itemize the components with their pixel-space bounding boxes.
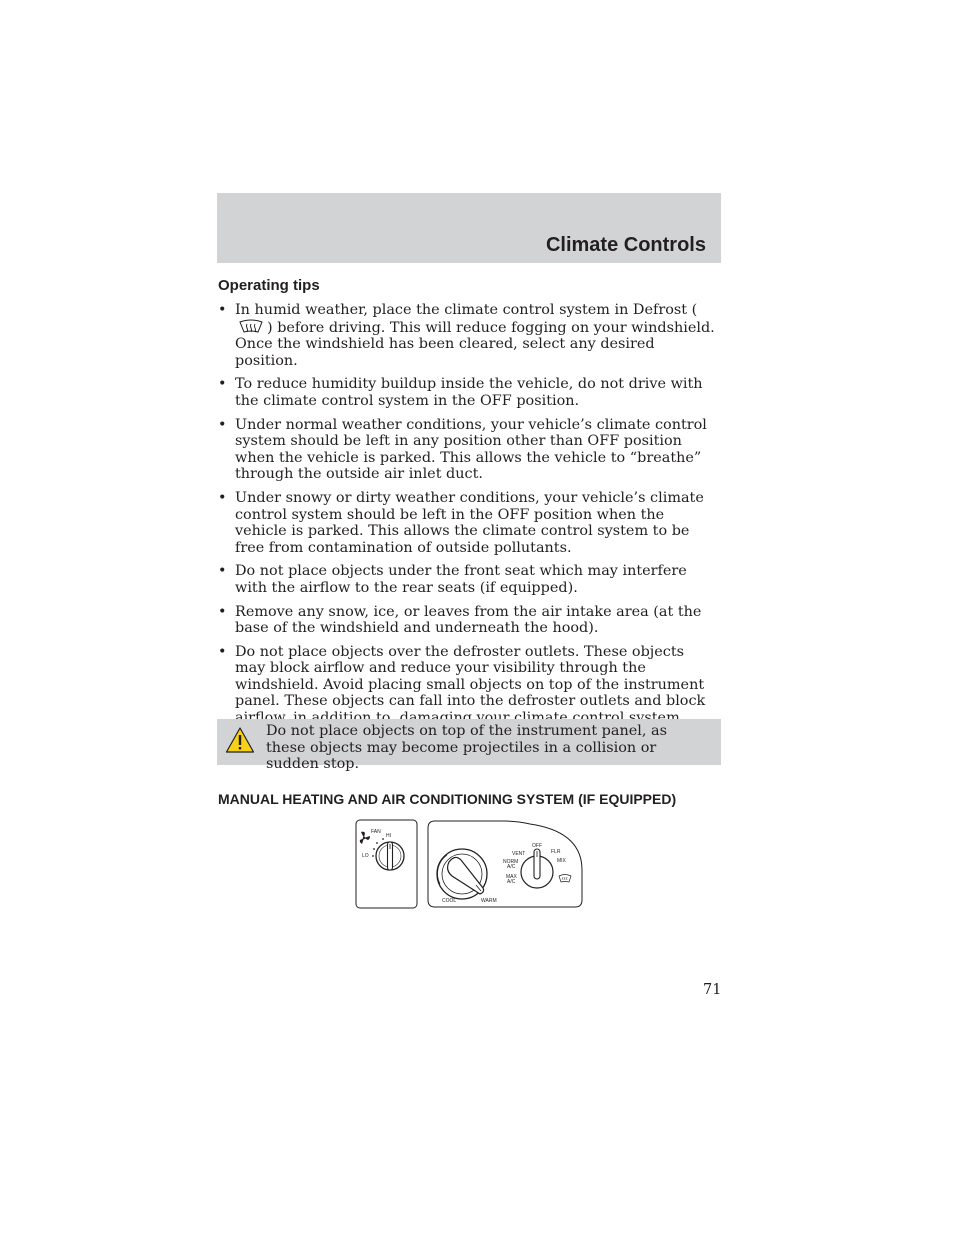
operating-tips-title: Operating tips <box>218 277 320 294</box>
fan-control-panel <box>356 820 417 908</box>
mix-label: MIX <box>557 858 566 864</box>
operating-tips-list <box>217 302 717 734</box>
warning-text: Do not place objects on top of the instrument panel, as these objects may become projectiles in a collision or sudden stop. <box>266 723 667 773</box>
cool-label: COOL <box>442 898 457 904</box>
norm-ac-label-line-2: A/C <box>507 864 516 870</box>
page-title: Climate Controls <box>545 234 706 256</box>
list-item <box>217 563 717 596</box>
bullet-dot: • <box>218 416 227 433</box>
bullet-dot: • <box>218 643 227 660</box>
lo-label: LO <box>362 853 369 859</box>
climate-control-panel-figure <box>354 818 586 912</box>
manual-system-heading: MANUAL HEATING AND AIR CONDITIONING SYSTEM (IF EQUIPPED) <box>218 791 677 807</box>
flr-label: FLR <box>551 849 561 855</box>
list-item <box>217 302 717 369</box>
vent-label: VENT <box>512 851 526 857</box>
bullet-text: Do not place objects over the defroster outlets. These objects may block airflow and reduce your visibility through the windshield. Avoid placing small objects on top of the instrument panel. These objects can fall into the defroster outlets and block <box>235 643 706 710</box>
temperature-mode-panel <box>428 821 582 907</box>
list-item <box>217 644 717 727</box>
list-item <box>217 490 717 556</box>
norm-ac-label-line-1: NORM <box>503 859 519 865</box>
bullet-dot: • <box>218 563 227 580</box>
bullet-text: Under snowy or dirty weather conditions, your vehicle’s climate control system should be left in the OFF position when the vehicle is parked. This allows the climate control system to be free from contamination of outside pollutants. <box>235 489 704 556</box>
fan-label: FAN <box>371 829 381 835</box>
bullet-text-part-1: In humid weather, place the climate control system in Defrost ( <box>235 302 698 318</box>
bullet-dot: • <box>218 376 227 393</box>
list-item <box>217 417 717 483</box>
warm-label: WARM <box>481 898 497 904</box>
fan-knob[interactable] <box>376 842 404 870</box>
list-item <box>217 604 717 637</box>
temperature-knob[interactable] <box>437 849 487 899</box>
bullet-text: Do not place objects under the front seat which may interfere with the airflow to the rear seats (if equipped). <box>235 563 687 596</box>
hi-label: HI <box>386 833 391 839</box>
bullet-text-part-2: ) before driving. This will reduce fogging on your windshield. Once the windshield has been cleared, select any desired position. <box>235 319 715 369</box>
bullet-text: Under normal weather conditions, your vehicle’s climate control system should be left in any position other than OFF position when the vehicle is parked. This allows the vehicle to “breathe” through the outside air inlet duct. <box>235 416 707 483</box>
page-number: 71 <box>703 982 722 998</box>
list-item <box>217 376 717 409</box>
header-band <box>217 193 721 263</box>
max-ac-label-line-2: A/C <box>507 879 516 885</box>
max-ac-label-line-1: MAX <box>506 874 517 880</box>
defrost-icon <box>237 319 265 335</box>
off-label: OFF <box>532 843 542 849</box>
warning-triangle-icon <box>225 726 255 754</box>
bullet-text: To reduce humidity buildup inside the vehicle, do not drive with the climate control system in the OFF position. <box>235 376 703 409</box>
bullet-dot: • <box>218 603 227 620</box>
bullet-text: Remove any snow, ice, or leaves from the air intake area (at the base of the windshield and underneath the hood). <box>235 603 702 637</box>
bullet-dot: • <box>218 302 227 318</box>
bullet-dot: • <box>218 489 227 506</box>
warning-box <box>217 719 721 773</box>
